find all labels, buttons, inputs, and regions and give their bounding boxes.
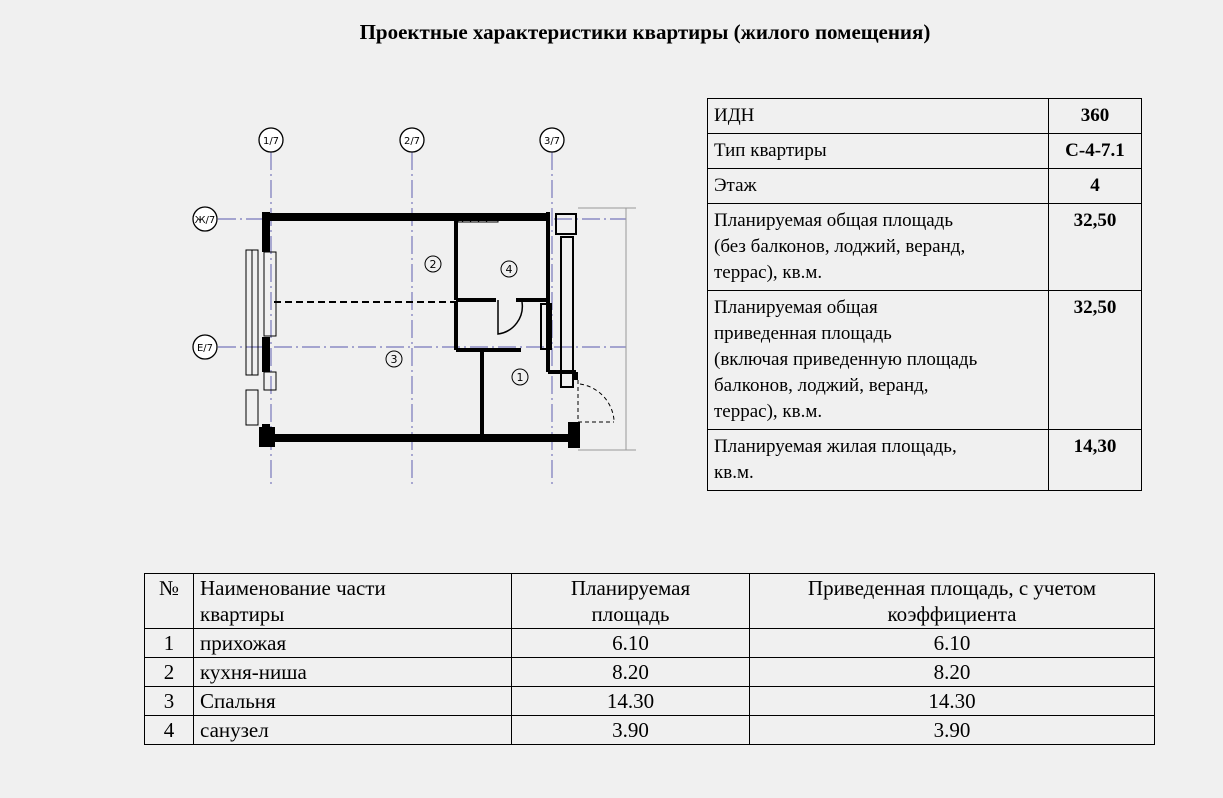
specs-row — [708, 430, 1142, 491]
spec-value: 360 — [1049, 99, 1142, 134]
room-number-1: 1 — [516, 371, 524, 384]
room-number-3: 3 — [390, 353, 398, 366]
specs-row — [708, 134, 1142, 169]
axis-label-e: Е/7 — [196, 343, 214, 354]
room-planned: 8.20 — [512, 658, 750, 687]
specs-table — [707, 98, 1142, 491]
axis-label-3: 3/7 — [543, 136, 561, 147]
room-reduced: 6.10 — [750, 629, 1155, 658]
spec-label: Тип квартиры — [708, 134, 1049, 169]
room-reduced: 14.30 — [750, 687, 1155, 716]
axis-label-zh: Ж/7 — [194, 215, 216, 226]
header-num: № — [145, 574, 194, 629]
spec-value: 4 — [1049, 169, 1142, 204]
header-planned: Планируемая площадь — [512, 574, 750, 629]
header-name: Наименование части квартиры — [194, 574, 512, 629]
table-row — [145, 658, 1155, 687]
room-name: кухня-ниша — [194, 658, 512, 687]
specs-row — [708, 291, 1142, 430]
spec-value: 32,50 — [1049, 204, 1142, 291]
header-reduced: Приведенная площадь, с учетом коэффициента — [750, 574, 1155, 629]
room-reduced: 3.90 — [750, 716, 1155, 745]
spec-label: ИДН — [708, 99, 1049, 134]
spec-label: Планируемая общая площадь (без балконов, лоджий, веранд, террас), кв.м. — [708, 204, 1049, 291]
room-num: 3 — [145, 687, 194, 716]
room-planned: 6.10 — [512, 629, 750, 658]
room-planned: 3.90 — [512, 716, 750, 745]
table-row — [145, 716, 1155, 745]
room-reduced: 8.20 — [750, 658, 1155, 687]
rooms-table — [144, 573, 1155, 745]
axis-label-1: 1/7 — [262, 136, 280, 147]
room-planned: 14.30 — [512, 687, 750, 716]
table-row — [145, 687, 1155, 716]
specs-row — [708, 99, 1142, 134]
room-name: санузел — [194, 716, 512, 745]
room-number-4: 4 — [505, 263, 513, 276]
specs-row — [708, 204, 1142, 291]
floor-plan — [186, 122, 646, 492]
table-row — [145, 629, 1155, 658]
spec-value: 32,50 — [1049, 291, 1142, 430]
rooms-header-row — [145, 574, 1155, 629]
room-number-2: 2 — [429, 258, 437, 271]
axis-label-2: 2/7 — [403, 136, 421, 147]
room-num: 2 — [145, 658, 194, 687]
specs-row — [708, 169, 1142, 204]
room-num: 1 — [145, 629, 194, 658]
room-name: прихожая — [194, 629, 512, 658]
spec-value: 14,30 — [1049, 430, 1142, 491]
spec-label: Планируемая общая приведенная площадь (включая приведенную площадь балконов, лоджий, веранд, террас), кв.м. — [708, 291, 1049, 430]
spec-label: Этаж — [708, 169, 1049, 204]
spec-value: С-4-7.1 — [1049, 134, 1142, 169]
room-name: Спальня — [194, 687, 512, 716]
spec-label: Планируемая жилая площадь, кв.м. — [708, 430, 1049, 491]
room-num: 4 — [145, 716, 194, 745]
page-title: Проектные характеристики квартиры (жилого помещения) — [359, 20, 931, 44]
